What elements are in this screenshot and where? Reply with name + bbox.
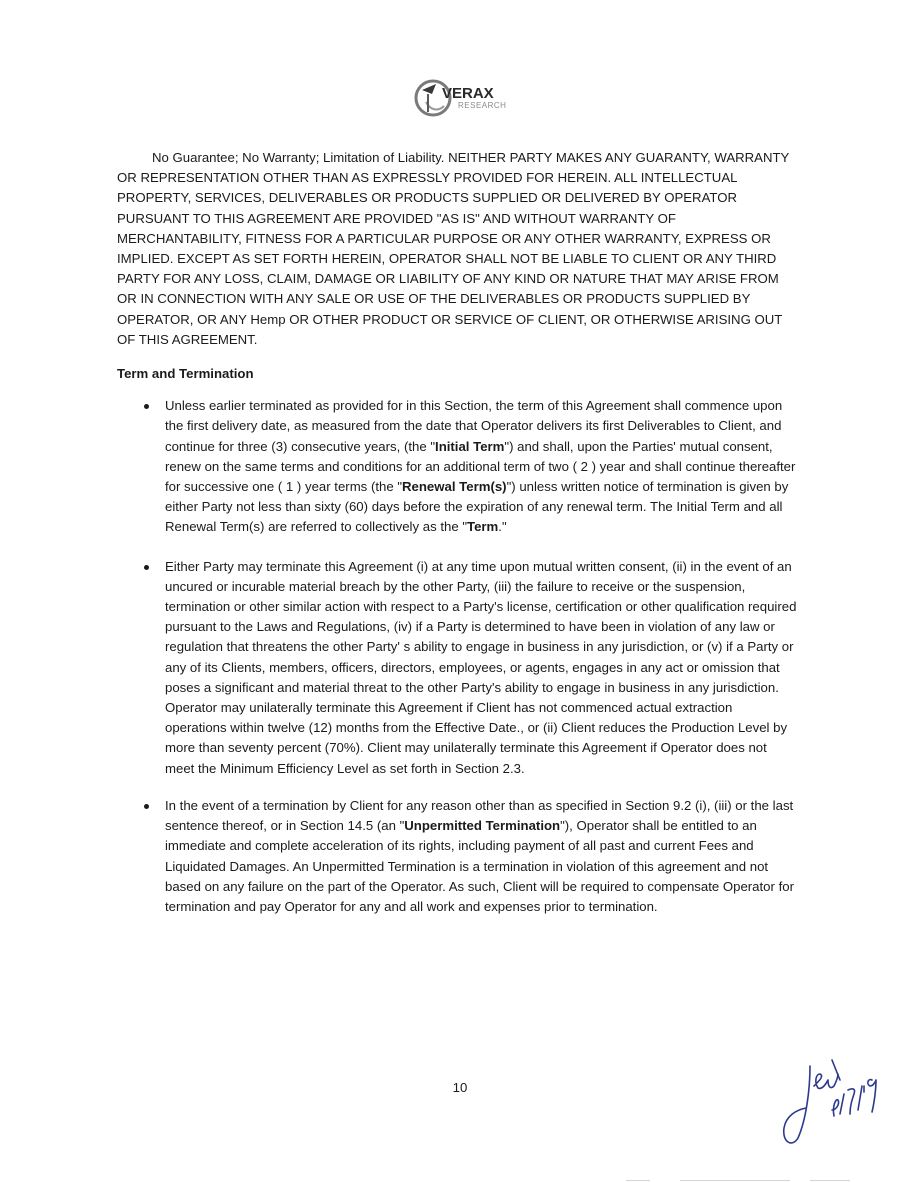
list-item-unpermitted-termination: In the event of a termination by Client for any reason other than as specified in Section 9.2 (i), (iii) or the last sentence thereof, or in Section 14.5 (an "Unpermitted Termination"), Operator shall be entitled to an immediate and complete acceleration of its rights, including payment of all past and current Fees and Liquidated Damages. An Unpermitted Termination is a termination in violation of this agreement and not based on any failure on the part of the Operator. As such, Client will be required to compensate Operator for termination and pay Operator for any and all work and expenses prior to termination. [117,796,797,917]
document-body [117,148,797,936]
defined-term: Unpermitted Termination [404,818,561,834]
page-number: 10 [452,1080,468,1095]
defined-term: Term [467,519,499,535]
signature-icon [776,1050,896,1150]
termination-list [117,396,797,917]
verax-research-logo [414,72,514,122]
limitation-of-liability-paragraph: No Guarantee; No Warranty; Limitation of Liability. NEITHER PARTY MAKES ANY GUARANTY, WARRANTY OR REPRESENTATION OTHER THAN AS EXPRESSLY PROVIDED FOR HEREIN. ALL INTELLECTUAL PROPERTY, SERVICES, DELIVERABLES OR PRODUCTS SUPPLIED OR DELIVERED BY OPERATOR PURSUANT TO THIS AGREEMENT ARE PROVIDED "AS IS" AND WITHOUT WARRANTY OF MERCHANTABILITY, FITNESS FOR A PARTICULAR PURPOSE OR ANY OTHER WARRANTY, EXPRESS OR IMPLIED. EXCEPT AS SET FORTH HEREIN, OPERATOR SHALL NOT BE LIABLE TO CLIENT OR ANY THIRD PARTY FOR ANY LOSS, CLAIM, DAMAGE OR LIABILITY OF ANY KIND OR NATURE THAT MAY ARISE FROM OR IN CONNECTION WITH ANY SALE OR USE OF THE DELIVERABLES OR PRODUCTS SUPPLIED BY OPERATOR, OR ANY Hemp OR OTHER PRODUCT OR SERVICE OF CLIENT, OR OTHERWISE ARISING OUT OF THIS AGREEMENT. [117,150,790,347]
defined-term: Renewal Term(s) [402,479,507,495]
handwritten-initials-and-date [776,1050,896,1150]
list-item-initial-term: Unless earlier terminated as provided for in this Section, the term of this Agreement shall commence upon the first delivery date, as measured from the date that Operator delivers its first Deliverables to Client, and continue for three (3) consecutive years, (the "Initial Term") and shall, upon the Parties' mutual consent, renew on the same terms and conditions for an additional term of two ( 2 ) year and shall continue thereafter for successive one ( 1 ) year terms (the "Renewal Term(s)") unless written notice of termination is given by either Party not less than sixty (60) days before the expiration of any renewal term. The Initial Term and all Renewal Term(s) are referred to collectively as the "Term." [117,396,797,537]
section-heading: Term and Termination [117,366,254,382]
svg-text:VERAX: VERAX [442,85,494,102]
list-item-termination-rights: Either Party may terminate this Agreement (i) at any time upon mutual written consent, (ii) in the event of an uncured or incurable material breach by the other Party, (iii) the failure to receive or the suspension, termination or other similar action with respect to a Party's license, certification or other qualification required pursuant to the Laws and Regulations, (iv) if a Party is determined to have been in violation of any law or regulation that threatens the other Party' s ability to engage in business in any jurisdiction, or (v) if a Party or any of its Clients, members, officers, directors, employees, or agents, engages in any act or omission that poses a significant and material threat to the other Party's ability to engage in business in any jurisdiction. Operator may unilaterally terminate this Agreement if Client has not commenced actual extraction operations within twelve (12) months from the Effective Date., or (ii) Client reduces the Production Level by more than seventy percent (70%). Client may unilaterally terminate this Agreement if Operator does not meet the Minimum Efficiency Level as set forth in Section 2.3. [117,557,797,779]
scan-edge-line [626,1180,650,1181]
scan-edge-line [680,1180,790,1181]
scan-edge-line [810,1180,850,1181]
defined-term: Initial Term [435,438,505,454]
logo-emblem-icon [414,72,514,122]
svg-text:RESEARCH: RESEARCH [458,101,507,110]
